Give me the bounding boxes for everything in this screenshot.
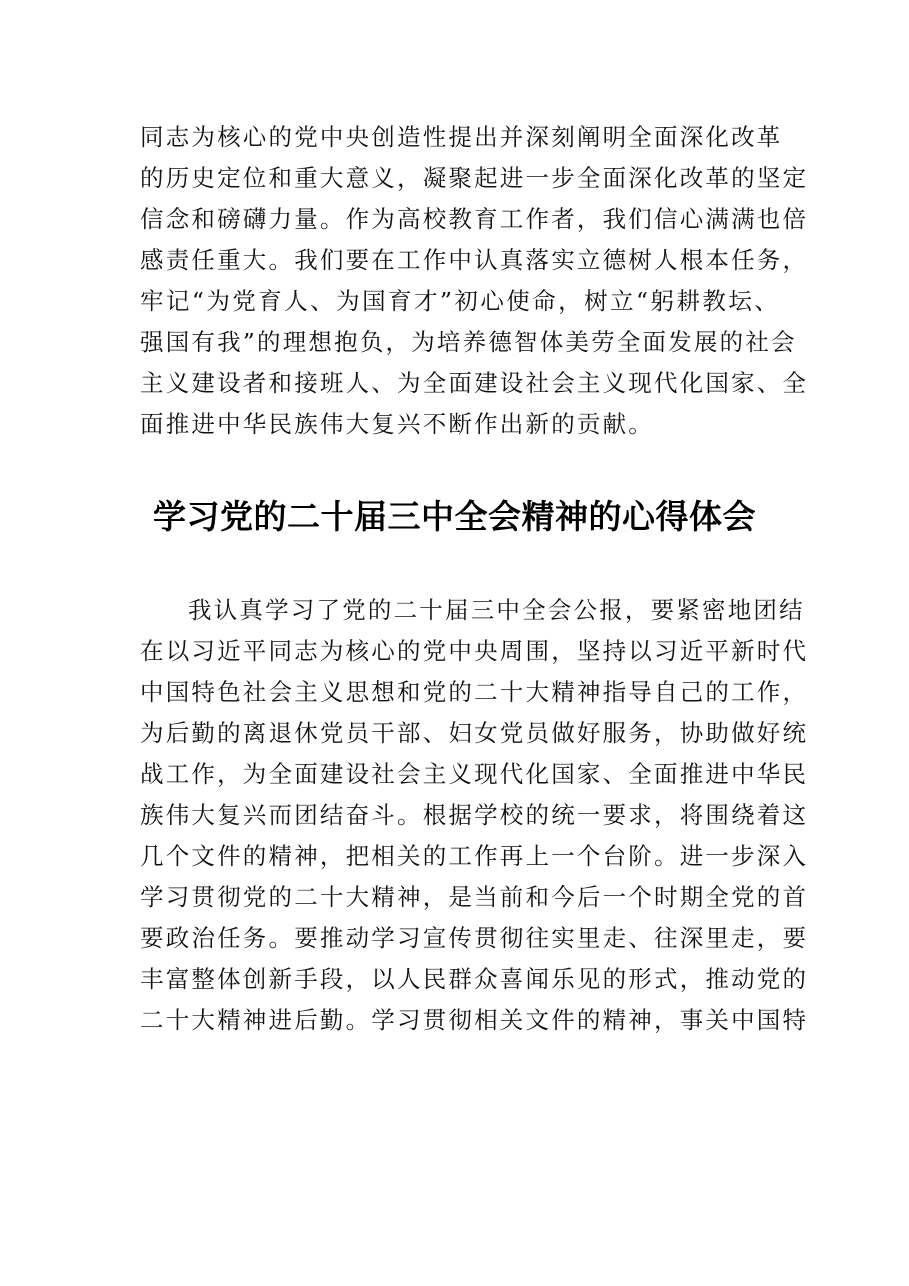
paragraph-line: 感责任重大。我们要在工作中认真落实立德树人根本任务， [140, 246, 809, 274]
paragraph-line: 面推进中华民族伟大复兴不断作出新的贡献。 [140, 410, 654, 438]
paragraph-line: 要政治任务。要推动学习宣传贯彻往实里走、往深里走，要 [140, 924, 809, 952]
paragraph-line: 的历史定位和重大意义，凝聚起进一步全面深化改革的坚定 [140, 164, 809, 192]
paragraph-line: 战工作，为全面建设社会主义现代化国家、全面推进中华民 [140, 760, 809, 788]
paragraph-line: 学习贯彻党的二十大精神，是当前和今后一个时期全党的首 [140, 883, 809, 911]
section-heading: 学习党的二十届三中全会精神的心得体会 [153, 497, 756, 536]
paragraph-line: 主义建设者和接班人、为全面建设社会主义现代化国家、全 [140, 369, 809, 397]
paragraph-line: 牢记“为党育人、为国育才”初心使命，树立“躬耕教坛、 [140, 287, 780, 315]
paragraph-line: 在以习近平同志为核心的党中央周围，坚持以习近平新时代 [140, 637, 809, 665]
paragraph-line: 二十大精神进后勤。学习贯彻相关文件的精神，事关中国特 [140, 1006, 809, 1034]
paragraph-line: 为后勤的离退休党员干部、妇女党员做好服务，协助做好统 [140, 719, 809, 747]
body-paragraph-2 [140, 590, 809, 1041]
paragraph-line: 信念和磅礴力量。作为高校教育工作者，我们信心满满也倍 [140, 205, 809, 233]
body-paragraph-1 [140, 117, 809, 445]
paragraph-line: 同志为核心的党中央创造性提出并深刻阐明全面深化改革 [140, 123, 783, 151]
paragraph-line: 几个文件的精神，把相关的工作再上一个台阶。进一步深入 [140, 842, 809, 870]
paragraph-line: 强国有我”的理想抱负，为培养德智体美劳全面发展的社会 [140, 328, 797, 356]
paragraph-line: 我认真学习了党的二十届三中全会公报，要紧密地团结 [188, 596, 805, 624]
paragraph-line: 中国特色社会主义思想和党的二十大精神指导自己的工作， [140, 678, 809, 706]
paragraph-line: 族伟大复兴而团结奋斗。根据学校的统一要求，将围绕着这 [140, 801, 809, 829]
paragraph-line: 丰富整体创新手段，以人民群众喜闻乐见的形式，推动党的 [140, 965, 809, 993]
